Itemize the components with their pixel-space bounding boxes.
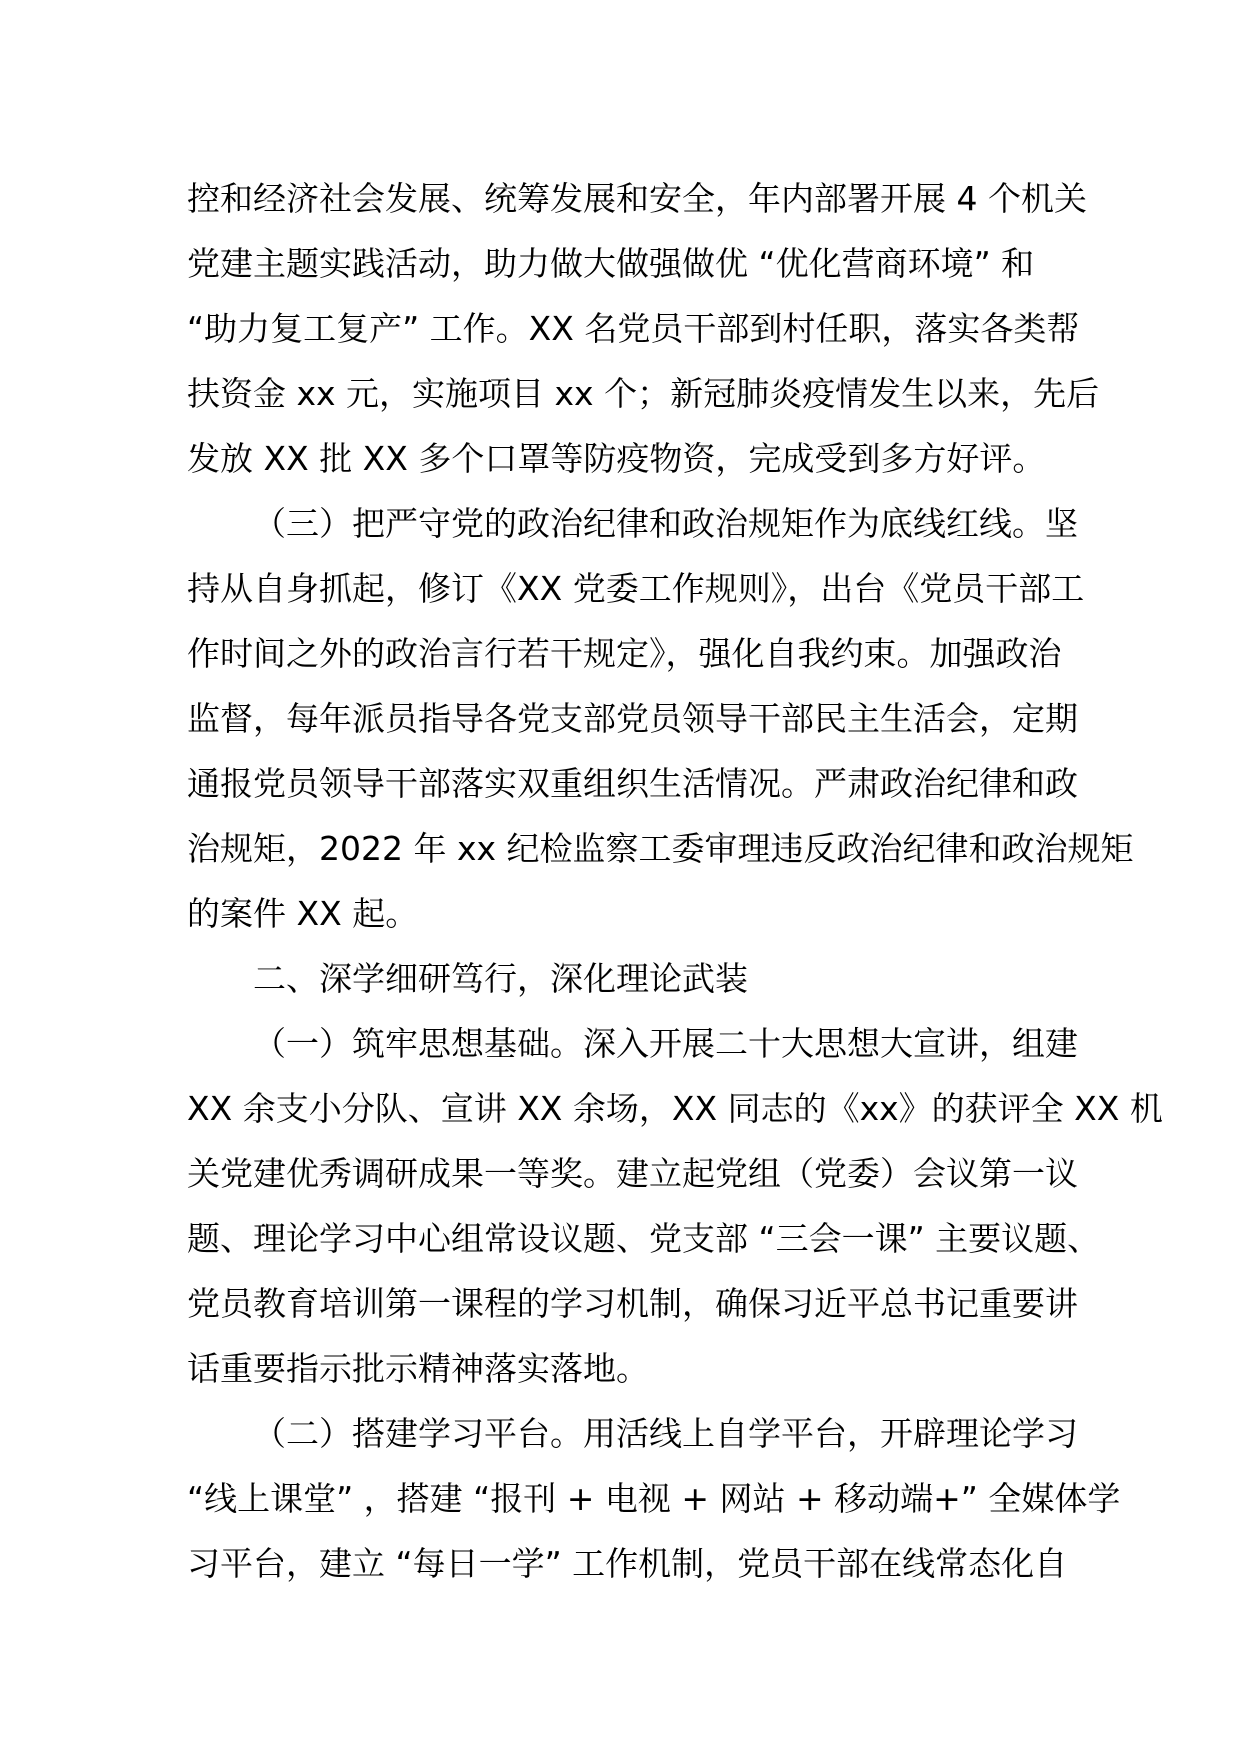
text-line: 发放 XX 批 XX 多个口罩等防疫物资，完成受到多方好评。 — [187, 439, 1046, 478]
paragraph-start-line: （一）筑牢思想基础。深入开展二十大思想大宣讲，组建 — [253, 1024, 1078, 1063]
text-line: “助力复工复产” 工作。XX 名党员干部到村任职，落实各类帮 — [187, 309, 1080, 348]
paragraph-start-line: （三）把严守党的政治纪律和政治规矩作为底线红线。坚 — [253, 504, 1078, 543]
text-line: XX 余支小分队、宣讲 XX 余场，XX 同志的《xx》的获评全 XX 机 — [187, 1089, 1163, 1128]
text-line: 题、理论学习中心组常设议题、党支部 “三会一课” 主要议题、 — [187, 1219, 1101, 1258]
text-line: 党员教育培训第一课程的学习机制，确保习近平总书记重要讲 — [187, 1284, 1078, 1323]
text-line: 习平台，建立 “每日一学” 工作机制，党员干部在线常态化自 — [187, 1544, 1068, 1583]
text-line: 的案件 XX 起。 — [187, 894, 419, 933]
text-line: 通报党员领导干部落实双重组织生活情况。严肃政治纪律和政 — [187, 764, 1078, 803]
text-line: 监督，每年派员指导各党支部党员领导干部民主生活会，定期 — [187, 699, 1078, 738]
text-line: 治规矩，2022 年 xx 纪检监察工委审理违反政治纪律和政治规矩 — [187, 829, 1134, 868]
text-line: 扶资金 xx 元，实施项目 xx 个；新冠肺炎疫情发生以来，先后 — [187, 374, 1100, 413]
text-line: 控和经济社会发展、统筹发展和安全，年内部署开展 4 个机关 — [187, 179, 1087, 218]
text-line: 话重要指示批示精神落实落地。 — [187, 1349, 649, 1388]
text-line: 持从自身抓起，修订《XX 党委工作规则》，出台《党员干部工 — [187, 569, 1085, 608]
text-line: 作时间之外的政治言行若干规定》，强化自我约束。加强政治 — [187, 634, 1062, 673]
text-line: “线上课堂” ，搭建 “报刊 + 电视 + 网站 + 移动端+” 全媒体学 — [187, 1479, 1121, 1518]
text-line: 党建主题实践活动，助力做大做强做优 “优化营商环境” 和 — [187, 244, 1035, 283]
section-heading: 二、深学细研笃行，深化理论武装 — [253, 959, 748, 998]
paragraph-start-line: （二）搭建学习平台。用活线上自学平台，开辟理论学习 — [253, 1414, 1078, 1453]
text-line: 关党建优秀调研成果一等奖。建立起党组（党委）会议第一议 — [187, 1154, 1078, 1193]
document-body — [187, 166, 1163, 1596]
